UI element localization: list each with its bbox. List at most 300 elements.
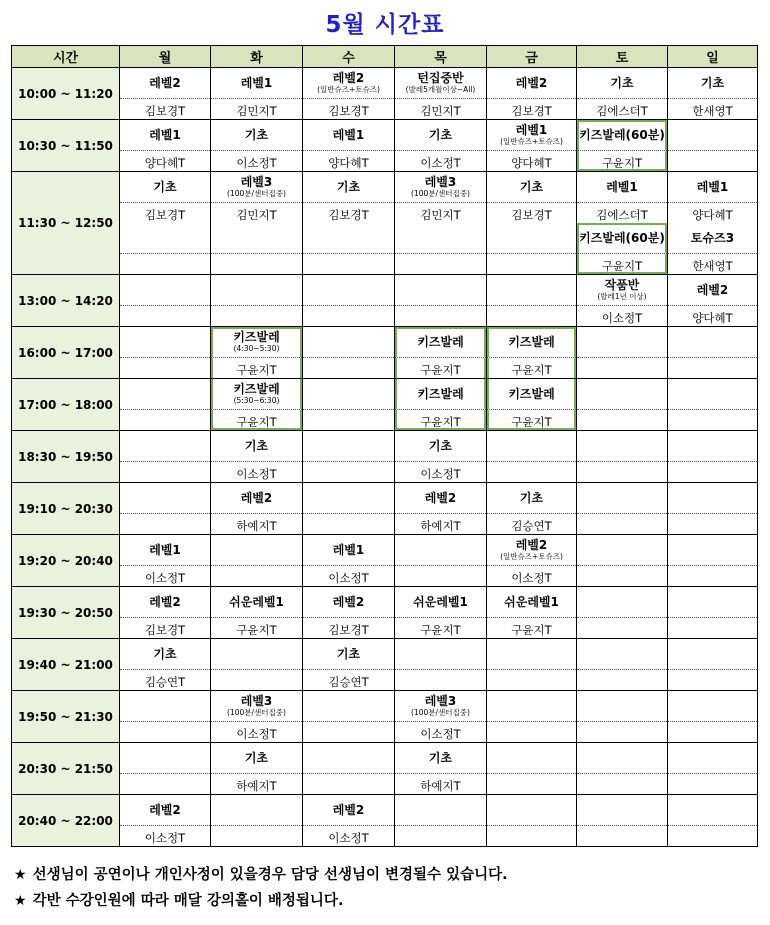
class-name: 기초 (519, 180, 544, 194)
teacher-cell (668, 566, 758, 587)
class-cell (577, 483, 668, 514)
teacher-name: 양다혜T (328, 155, 369, 170)
teacher-name: 구윤지T (420, 362, 461, 377)
class-cell (395, 379, 487, 410)
class-cell (487, 120, 577, 151)
class-cell (577, 172, 668, 203)
teacher-cell (120, 722, 211, 743)
teacher-name: 김보경T (328, 622, 369, 637)
class-name: 기초 (428, 439, 453, 453)
teacher-name: 김민지T (420, 103, 461, 118)
class-name: 레벨1 (332, 543, 365, 557)
class-cell (487, 483, 577, 514)
class-cell (395, 535, 487, 566)
time-slot: 19:50 ~ 21:30 (12, 691, 120, 743)
class-name: 기초 (244, 751, 269, 765)
class-cell (303, 535, 395, 566)
teacher-cell (120, 826, 211, 847)
teacher-name: 한새영T (692, 258, 733, 273)
class-cell (487, 223, 577, 254)
teacher-name: 김보경T (511, 207, 552, 222)
class-cell (120, 223, 211, 254)
teacher-cell (487, 618, 577, 639)
teacher-cell (487, 462, 577, 483)
class-name: 레벨3 (424, 694, 457, 708)
teacher-cell (577, 254, 668, 275)
class-cell (668, 327, 758, 358)
teacher-cell (395, 774, 487, 795)
class-cell (487, 535, 577, 566)
teacher-cell (395, 618, 487, 639)
class-name: 레벨1 (332, 128, 365, 142)
teacher-cell (303, 826, 395, 847)
class-cell (395, 483, 487, 514)
teacher-cell (668, 462, 758, 483)
teacher-name: 양다혜T (144, 155, 186, 170)
teacher-name: 구윤지T (601, 155, 643, 170)
teacher-cell (668, 514, 758, 535)
teacher-cell (303, 618, 395, 639)
teacher-cell (577, 151, 668, 172)
teacher-cell (668, 99, 758, 120)
time-slot: 13:00 ~ 14:20 (12, 275, 120, 327)
teacher-name: 김보경T (328, 103, 369, 118)
schedule-row (12, 120, 758, 151)
time-slot: 19:30 ~ 20:50 (12, 587, 120, 639)
teacher-cell (120, 566, 211, 587)
teacher-cell (668, 722, 758, 743)
schedule-row (12, 795, 758, 826)
class-name: 쉬운레벨1 (504, 595, 559, 609)
class-cell (668, 275, 758, 306)
teacher-name: 이소정T (236, 466, 277, 481)
time-slot: 16:00 ~ 17:00 (12, 327, 120, 379)
class-name: 레벨2 (149, 76, 181, 90)
teacher-cell (577, 358, 668, 379)
time-slot: 10:00 ~ 11:20 (12, 68, 120, 120)
class-cell (487, 327, 577, 358)
teacher-cell (303, 151, 395, 172)
header-row (12, 46, 758, 68)
teacher-cell (303, 722, 395, 743)
teacher-name: 이소정T (420, 466, 461, 481)
class-cell (577, 68, 668, 99)
class-cell (303, 379, 395, 410)
class-cell (211, 535, 303, 566)
class-cell (120, 431, 211, 462)
teacher-cell (120, 99, 211, 120)
class-name: 기초 (244, 128, 269, 142)
class-name: 기초 (610, 76, 634, 90)
teacher-row (12, 151, 758, 172)
class-cell (577, 535, 668, 566)
teacher-name: 구윤지T (601, 258, 643, 273)
teacher-cell (211, 566, 303, 587)
class-cell (120, 327, 211, 358)
class-name: 레벨1 (149, 128, 181, 142)
teacher-cell (120, 670, 211, 691)
class-note: (일반슈즈+토슈즈) (500, 137, 563, 146)
class-note: (100분/센터집중) (411, 708, 470, 717)
teacher-cell (120, 203, 211, 224)
teacher-cell (120, 358, 211, 379)
class-cell (211, 587, 303, 618)
class-name: 기초 (153, 647, 177, 661)
teacher-cell (577, 514, 668, 535)
class-name: 레벨2 (149, 595, 181, 609)
teacher-cell (577, 774, 668, 795)
class-note: (발레5개월이상~All) (405, 85, 476, 94)
teacher-name: 김보경T (144, 622, 186, 637)
header-time: 시간 (12, 46, 120, 68)
teacher-cell (487, 826, 577, 847)
teacher-cell (395, 514, 487, 535)
class-cell (668, 483, 758, 514)
schedule-row (12, 223, 758, 254)
teacher-cell (668, 203, 758, 224)
class-name: 레벨2 (515, 538, 548, 552)
teacher-cell (395, 99, 487, 120)
teacher-cell (577, 826, 668, 847)
class-cell (577, 379, 668, 410)
star-icon: ★ (14, 893, 27, 909)
class-cell (577, 587, 668, 618)
class-cell (487, 639, 577, 670)
teacher-name: 구윤지T (420, 414, 461, 429)
header-day: 월 (120, 46, 211, 68)
class-cell (211, 379, 303, 410)
teacher-name: 이소정T (601, 310, 643, 325)
class-cell (211, 743, 303, 774)
teacher-cell (395, 358, 487, 379)
teacher-cell (303, 203, 395, 224)
class-cell (668, 68, 758, 99)
class-cell (668, 120, 758, 151)
schedule-row (12, 431, 758, 462)
time-slot: 19:10 ~ 20:30 (12, 483, 120, 535)
teacher-cell (303, 99, 395, 120)
footer-note: ★ 선생님이 공연이나 개인사정이 있을경우 담당 선생님이 변경될수 있습니다. (14, 867, 508, 883)
star-icon: ★ (14, 867, 27, 883)
teacher-cell (303, 774, 395, 795)
class-cell (303, 223, 395, 254)
teacher-cell (120, 462, 211, 483)
teacher-cell (577, 670, 668, 691)
class-cell (668, 379, 758, 410)
class-name: 턴집중반 (417, 71, 464, 85)
class-name: 레벨2 (696, 283, 729, 297)
class-name: 레벨2 (515, 76, 548, 90)
class-cell (395, 431, 487, 462)
class-cell (577, 223, 668, 254)
class-note: (일반슈즈+토슈즈) (317, 85, 380, 94)
teacher-cell (211, 670, 303, 691)
teacher-cell (211, 826, 303, 847)
class-name: 레벨2 (332, 803, 365, 817)
class-cell (303, 483, 395, 514)
teacher-cell (487, 358, 577, 379)
teacher-name: 김보경T (511, 103, 552, 118)
teacher-cell (577, 722, 668, 743)
teacher-cell (487, 670, 577, 691)
class-name: 키즈발레 (508, 335, 555, 349)
class-name: 기초 (336, 180, 361, 194)
class-cell (487, 431, 577, 462)
teacher-row (12, 254, 758, 275)
teacher-cell (211, 306, 303, 327)
teacher-name: 김에스더T (596, 207, 648, 222)
class-cell (120, 743, 211, 774)
teacher-name: 구윤지T (236, 414, 277, 429)
teacher-name: 구윤지T (511, 362, 552, 377)
teacher-cell (303, 566, 395, 587)
teacher-cell (577, 306, 668, 327)
teacher-cell (668, 306, 758, 327)
teacher-row (12, 306, 758, 327)
class-name: 레벨2 (424, 491, 457, 505)
time-slot: 10:30 ~ 11:50 (12, 120, 120, 172)
footer-notes (14, 862, 754, 914)
teacher-cell (395, 670, 487, 691)
class-name: 키즈발레(60분) (579, 128, 665, 142)
teacher-name: 김에스더T (596, 103, 648, 118)
schedule-row (12, 535, 758, 566)
class-name: 레벨3 (240, 175, 273, 189)
teacher-cell (303, 670, 395, 691)
teacher-cell (577, 462, 668, 483)
teacher-cell (120, 254, 211, 275)
teacher-row (12, 203, 758, 224)
time-slot: 19:40 ~ 21:00 (12, 639, 120, 691)
class-cell (577, 275, 668, 306)
teacher-name: 양다혜T (692, 310, 733, 325)
schedule-row (12, 483, 758, 514)
class-name: 레벨2 (240, 491, 273, 505)
teacher-row (12, 358, 758, 379)
class-cell (487, 68, 577, 99)
time-slot: 18:30 ~ 19:50 (12, 431, 120, 483)
class-cell (577, 327, 668, 358)
class-cell (120, 639, 211, 670)
class-cell (487, 379, 577, 410)
class-cell (303, 639, 395, 670)
teacher-name: 구윤지T (236, 622, 277, 637)
class-name: 레벨2 (332, 71, 365, 85)
teacher-cell (487, 566, 577, 587)
teacher-cell (211, 254, 303, 275)
teacher-name: 김민지T (236, 207, 277, 222)
teacher-cell (120, 774, 211, 795)
schedule-row (12, 379, 758, 410)
class-cell (211, 68, 303, 99)
class-name: 키즈발레 (417, 387, 464, 401)
teacher-name: 양다혜T (511, 155, 552, 170)
time-slot: 20:40 ~ 22:00 (12, 795, 120, 847)
class-cell (120, 379, 211, 410)
teacher-name: 김승연T (328, 674, 369, 689)
class-cell (303, 275, 395, 306)
class-cell (577, 691, 668, 722)
teacher-cell (120, 151, 211, 172)
schedule-row (12, 275, 758, 306)
teacher-name: 김승연T (144, 674, 186, 689)
class-cell (120, 275, 211, 306)
class-cell (395, 327, 487, 358)
class-cell (120, 691, 211, 722)
class-name: 기초 (336, 647, 361, 661)
time-slot: 11:30 ~ 12:50 (12, 172, 120, 275)
class-cell (211, 172, 303, 203)
teacher-row (12, 722, 758, 743)
class-cell (487, 275, 577, 306)
teacher-cell (577, 203, 668, 224)
class-cell (211, 120, 303, 151)
teacher-name: 이소정T (144, 830, 186, 845)
teacher-name: 김보경T (328, 207, 369, 222)
teacher-cell (487, 306, 577, 327)
header-day: 금 (487, 46, 577, 68)
class-cell (120, 483, 211, 514)
class-name: 키즈발레 (233, 382, 280, 396)
class-name: 기초 (519, 491, 544, 505)
class-name: 쉬운레벨1 (229, 595, 284, 609)
footer-note: ★ 각반 수강인원에 따라 매달 강의홀이 배정됩니다. (14, 893, 344, 909)
class-cell (211, 275, 303, 306)
class-cell (303, 120, 395, 151)
teacher-cell (395, 410, 487, 431)
teacher-cell (487, 151, 577, 172)
teacher-name: 양다혜T (692, 207, 733, 222)
teacher-cell (303, 254, 395, 275)
class-name: 레벨2 (149, 803, 181, 817)
class-cell (668, 691, 758, 722)
teacher-cell (211, 774, 303, 795)
class-cell (487, 587, 577, 618)
class-cell (120, 535, 211, 566)
class-name: 레벨2 (332, 595, 365, 609)
teacher-cell (577, 99, 668, 120)
teacher-cell (395, 254, 487, 275)
teacher-cell (395, 566, 487, 587)
class-cell (211, 431, 303, 462)
class-name: 기초 (428, 751, 453, 765)
teacher-cell (211, 203, 303, 224)
teacher-name: 김보경T (144, 103, 186, 118)
class-cell (120, 68, 211, 99)
teacher-cell (487, 514, 577, 535)
class-name: 기초 (700, 76, 725, 90)
class-cell (120, 172, 211, 203)
class-cell (303, 743, 395, 774)
class-name: 작품반 (604, 278, 640, 292)
header-day: 토 (577, 46, 668, 68)
teacher-name: 이소정T (236, 726, 277, 741)
schedule-row (12, 587, 758, 618)
class-name: 쉬운레벨1 (413, 595, 468, 609)
header-day: 화 (211, 46, 303, 68)
class-cell (668, 223, 758, 254)
teacher-name: 한새영T (692, 103, 733, 118)
class-cell (395, 68, 487, 99)
class-cell (211, 691, 303, 722)
teacher-cell (395, 462, 487, 483)
class-cell (395, 120, 487, 151)
class-note: (일반슈즈+토슈즈) (500, 552, 563, 561)
class-cell (395, 639, 487, 670)
class-name: 레벨1 (696, 180, 729, 194)
teacher-row (12, 618, 758, 639)
page-title: 5월 시간표 (325, 12, 445, 38)
teacher-cell (487, 410, 577, 431)
teacher-cell (395, 203, 487, 224)
class-cell (577, 120, 668, 151)
schedule-row (12, 743, 758, 774)
class-note: (5:30~6:30) (233, 396, 280, 405)
teacher-cell (395, 306, 487, 327)
teacher-cell (303, 306, 395, 327)
class-name: 레벨3 (240, 694, 273, 708)
teacher-cell (668, 254, 758, 275)
teacher-cell (211, 514, 303, 535)
teacher-cell (211, 618, 303, 639)
teacher-name: 하예지T (420, 518, 461, 533)
class-name: 토슈즈3 (690, 231, 735, 245)
teacher-name: 이소정T (511, 570, 552, 585)
teacher-cell (211, 410, 303, 431)
class-cell (395, 172, 487, 203)
class-name: 레벨3 (424, 175, 457, 189)
teacher-row (12, 774, 758, 795)
class-note: (100분/센터집중) (411, 189, 470, 198)
class-cell (668, 431, 758, 462)
time-slot: 19:20 ~ 20:40 (12, 535, 120, 587)
teacher-cell (120, 410, 211, 431)
teacher-cell (668, 151, 758, 172)
teacher-cell (211, 151, 303, 172)
teacher-cell (668, 826, 758, 847)
teacher-cell (487, 254, 577, 275)
class-name: 키즈발레(60분) (579, 231, 665, 245)
timetable (11, 45, 758, 847)
teacher-cell (668, 358, 758, 379)
teacher-name: 하예지T (236, 778, 277, 793)
time-slot: 17:00 ~ 18:00 (12, 379, 120, 431)
teacher-cell (395, 722, 487, 743)
teacher-cell (395, 151, 487, 172)
teacher-name: 김보경T (144, 207, 186, 222)
teacher-cell (577, 410, 668, 431)
class-cell (303, 691, 395, 722)
schedule-row (12, 172, 758, 203)
teacher-cell (668, 670, 758, 691)
class-cell (577, 743, 668, 774)
class-name: 레벨1 (149, 543, 181, 557)
teacher-row (12, 670, 758, 691)
class-cell (211, 483, 303, 514)
teacher-row (12, 566, 758, 587)
teacher-name: 구윤지T (420, 622, 461, 637)
teacher-name: 이소정T (328, 570, 369, 585)
class-cell (668, 743, 758, 774)
class-note: (4:30~5:30) (233, 344, 280, 353)
class-cell (395, 743, 487, 774)
teacher-cell (211, 462, 303, 483)
class-cell (668, 535, 758, 566)
schedule-row (12, 68, 758, 99)
schedule-row (12, 639, 758, 670)
teacher-cell (577, 618, 668, 639)
class-cell (395, 691, 487, 722)
